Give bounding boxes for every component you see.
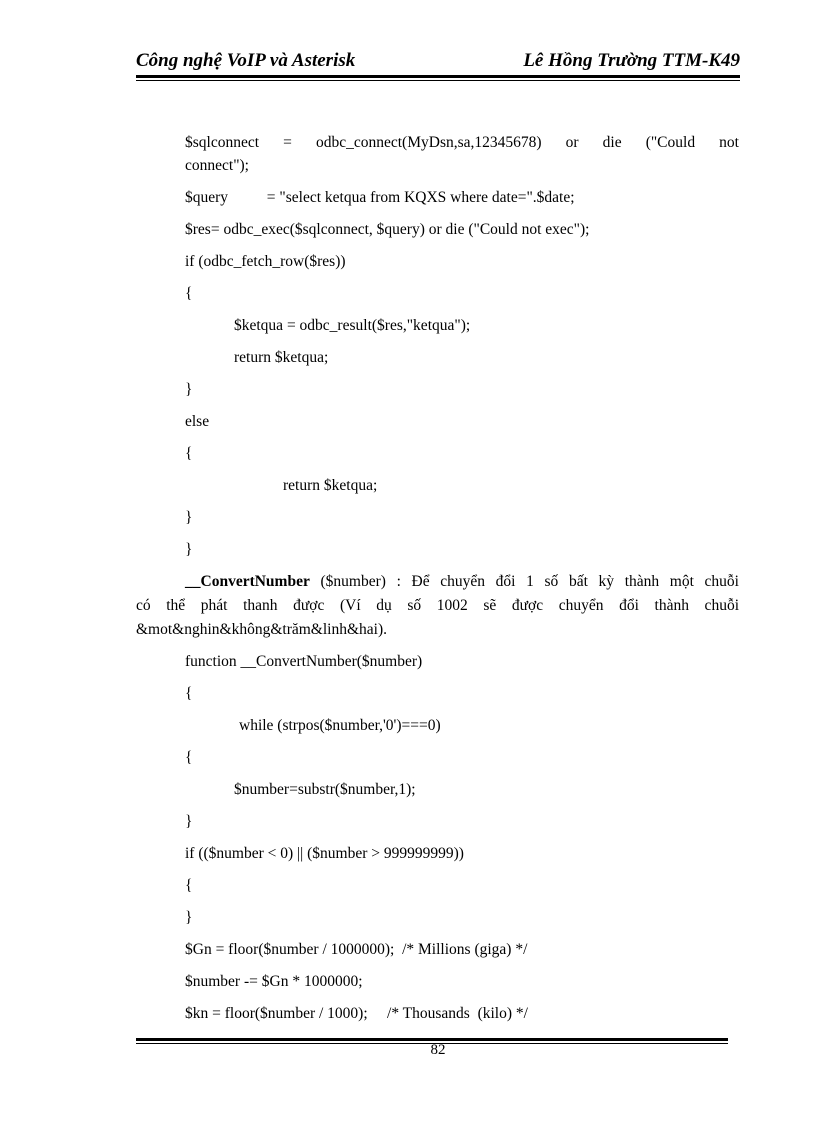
code-line-number-minus: $number -= $Gn * 1000000; — [185, 973, 363, 990]
code-line-else: else — [185, 413, 210, 430]
header-rule-thin — [136, 80, 740, 81]
code-line-function-decl: function __ConvertNumber($number) — [185, 653, 423, 670]
code-line-gn: $Gn = floor($number / 1000000); /* Millions (giga) */ — [185, 941, 528, 958]
code-line-if-fetch: if (odbc_fetch_row($res)) — [185, 253, 346, 270]
code-line-brace-close: } — [185, 381, 193, 398]
page-number: 82 — [430, 1042, 446, 1058]
header-author: Lê Hồng Trường TTM-K49 — [523, 50, 740, 71]
code-line-res: $res= odbc_exec($sqlconnect, $query) or die ("Could not exec"); — [185, 221, 590, 238]
code-line-return: return $ketqua; — [283, 477, 378, 494]
description-line-3: &mot&nghin&không&trăm&linh&hai). — [136, 621, 387, 638]
code-line-brace-open: { — [185, 877, 193, 894]
code-line-kn: $kn = floor($number / 1000); /* Thousands (kilo) */ — [185, 1005, 528, 1022]
header-title: Công nghệ VoIP và Asterisk — [136, 50, 356, 71]
header-rule — [136, 75, 740, 78]
code-line-brace-close: } — [185, 813, 193, 830]
code-line-sqlconnect-cont: connect"); — [185, 157, 249, 174]
code-line-brace-open: { — [185, 749, 193, 766]
code-line-brace-open: { — [185, 285, 193, 302]
function-name: __ConvertNumber — [185, 573, 310, 590]
code-line-substr: $number=substr($number,1); — [234, 781, 416, 798]
code-line-brace-open: { — [185, 685, 193, 702]
code-line-brace-close: } — [185, 509, 193, 526]
code-line-if-range: if (($number < 0) || ($number > 999999999)) — [185, 845, 464, 862]
code-line-sqlconnect: $sqlconnect = odbc_connect(MyDsn,sa,12345678) or die ("Could not — [185, 134, 739, 151]
description-line-2: có thể phát thanh được (Ví dụ số 1002 sẽ được chuyển đổi thành chuỗi — [136, 597, 739, 614]
code-line-query: $query = "select ketqua from KQXS where date=".$date; — [185, 189, 575, 206]
code-line-brace-close: } — [185, 541, 193, 558]
code-line-brace-close: } — [185, 909, 193, 926]
code-line-return: return $ketqua; — [234, 349, 329, 366]
description-line-1 — [185, 572, 739, 592]
description-text: ($number) : Để chuyển đổi 1 số bất kỳ thành một chuỗi — [309, 573, 739, 590]
code-line-while: while (strpos($number,'0')===0) — [239, 717, 441, 734]
page-header — [136, 48, 740, 74]
code-line-brace-open: { — [185, 445, 193, 462]
code-line-ketqua-assign: $ketqua = odbc_result($res,"ketqua"); — [234, 317, 471, 334]
